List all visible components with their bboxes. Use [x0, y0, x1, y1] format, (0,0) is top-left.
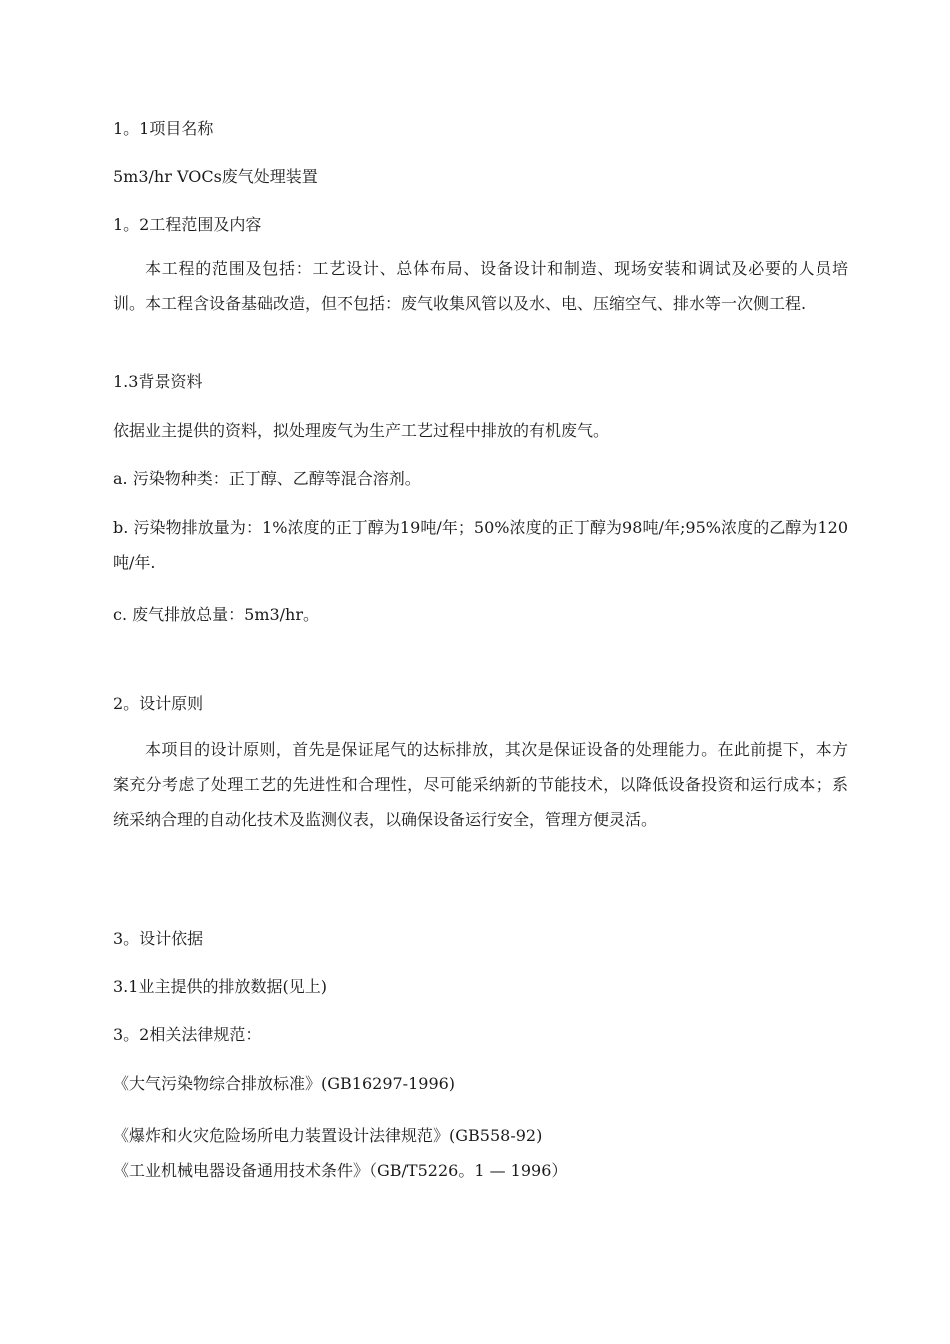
scope-paragraph: 本工程的范围及包括：工艺设计、总体布局、设备设计和制造、现场安装和调试及必要的人员培训。本工程含设备基础改造，但不包括：废气收集风管以及水、电、压缩空气、排水等一次侧工程. [113, 259, 848, 313]
section-1-1-heading: 1。1项目名称 [113, 119, 214, 138]
background-intro: 依据业主提供的资料，拟处理废气为生产工艺过程中排放的有机废气。 [113, 421, 610, 440]
standard-item: 《爆炸和火灾危险场所电力装置设计法律规范》(GB558-92) [113, 1126, 543, 1145]
section-3-2-heading: 3。2相关法律规范： [113, 1025, 262, 1044]
standard-item: 《大气污染物综合排放标准》(GB16297-1996) [113, 1074, 456, 1093]
section-3-heading: 3。设计依据 [113, 929, 204, 948]
section-1-2-heading: 1。2工程范围及内容 [113, 215, 262, 234]
pollutant-type-item: a. 污染物种类：正丁醇、乙醇等混合溶剂。 [113, 469, 421, 488]
section-2-heading: 2。设计原则 [113, 694, 204, 713]
section-3-1-heading: 3.1业主提供的排放数据(见上) [113, 977, 327, 996]
design-principle-paragraph: 本项目的设计原则，首先是保证尾气的达标排放，其次是保证设备的处理能力。在此前提下，本方案充分考虑了处理工艺的先进性和合理性，尽可能采纳新的节能技术，以降低设备投资和运行成本；系统采纳合理的自动化技术及监测仪表，以确保设备运行安全，管理方便灵活。 [113, 740, 848, 829]
total-emission-item: c. 废气排放总量：5m3/hr。 [113, 605, 320, 624]
project-name-value: 5m3/hr VOCs废气处理装置 [113, 167, 318, 186]
standard-item: 《工业机械电器设备通用技术条件》（GB/T5226。1 — 1996） [113, 1161, 568, 1180]
pollutant-emission-item: b. 污染物排放量为：1%浓度的正丁醇为19吨/年；50%浓度的正丁醇为98吨/年;95%浓度的乙醇为120吨/年. [113, 518, 848, 572]
section-1-3-heading: 1.3背景资料 [113, 372, 203, 391]
